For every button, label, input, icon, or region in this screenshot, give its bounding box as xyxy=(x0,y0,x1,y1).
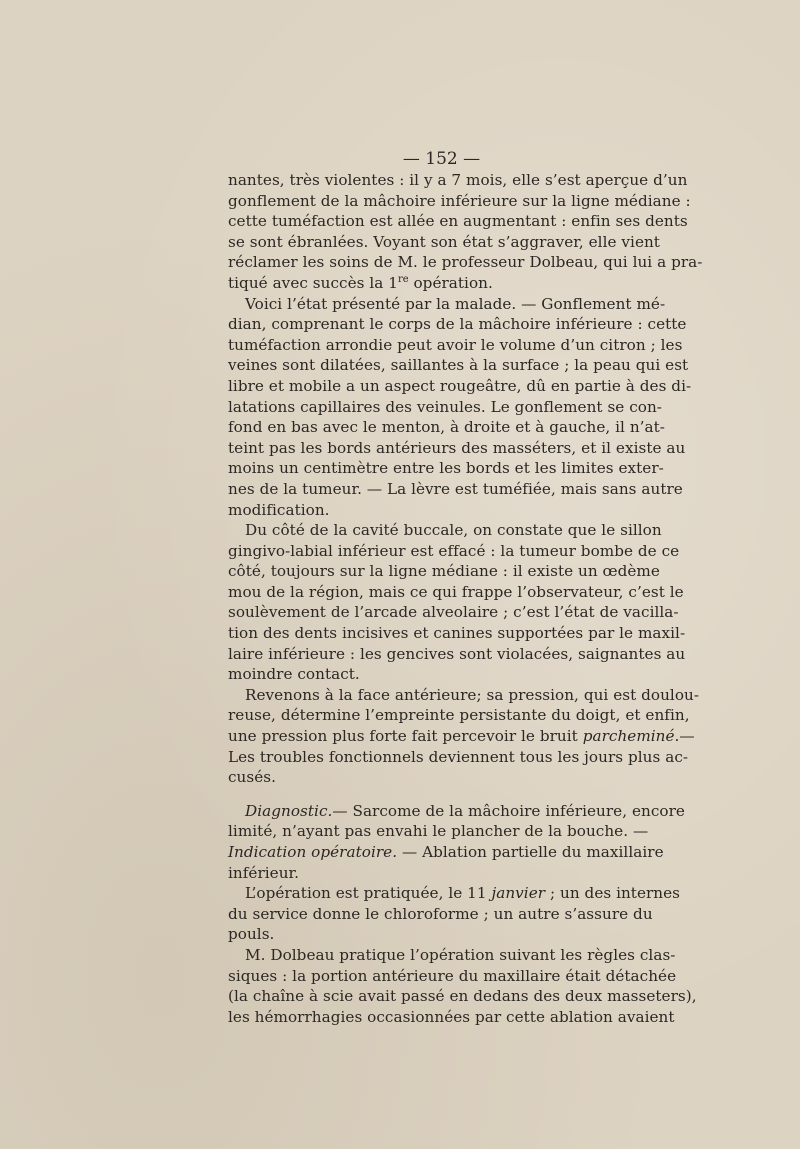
text-line: inférieur. xyxy=(228,863,300,882)
text-line: tiqué avec succès la 1re opération. xyxy=(228,273,493,292)
body-text xyxy=(228,170,703,1027)
text-line: nes de la tumeur. — La lèvre est tuméfiée, mais sans autre xyxy=(228,479,683,498)
text-line: Voici l’état présenté par la malade. — Gonflement mé- xyxy=(245,294,666,313)
text-line: M. Dolbeau pratique l’opération suivant les règles clas- xyxy=(245,945,676,964)
text-line: Diagnostic.— Sarcome de la mâchoire inférieure, encore xyxy=(245,801,685,820)
text-line: latations capillaires des veinules. Le gonflement se con- xyxy=(228,397,662,416)
text-line: Les troubles fonctionnels deviennent tous les jours plus ac- xyxy=(228,747,689,766)
page-number: — 152 — xyxy=(402,149,481,169)
text-line: veines sont dilatées, saillantes à la surface ; la peau qui est xyxy=(228,356,689,375)
text-line: cette tuméfaction est allée en augmentant : enfin ses dents xyxy=(228,212,688,231)
text-line: se sont ébranlées. Voyant son état s’aggraver, elle vient xyxy=(228,232,660,251)
text-line: laire inférieure : les gencives sont violacées, saignantes au xyxy=(228,644,686,663)
text-line: dian, comprenant le corps de la mâchoire inférieure : cette xyxy=(228,315,687,334)
text-line: reuse, détermine l’empreinte persistante du doigt, et enfin, xyxy=(228,706,690,725)
text-line: réclamer les soins de M. le professeur Dolbeau, qui lui a pra- xyxy=(228,253,703,272)
text-line: gingivo-labial inférieur est effacé : la tumeur bombe de ce xyxy=(228,541,680,560)
text-line: tuméfaction arrondie peut avoir le volume d’un citron ; les xyxy=(228,335,683,354)
text-line: nantes, très violentes : il y a 7 mois, elle s’est aperçue d’un xyxy=(228,171,688,189)
text-line: moindre contact. xyxy=(228,665,360,684)
text-line: (la chaîne à scie avait passé en dedans des deux masseters), xyxy=(228,987,697,1006)
text-line: fond en bas avec le menton, à droite et à gauche, il n’at- xyxy=(228,418,665,437)
text-line: L’opération est pratiquée, le 11 janvier ; un des internes xyxy=(245,884,681,903)
text-line: mou de la région, mais ce qui frappe l’observateur, c’est le xyxy=(228,582,684,601)
text-block xyxy=(228,149,703,1027)
text-line: Revenons à la face antérieure; sa pression, qui est doulou- xyxy=(245,685,700,704)
text-line: teint pas les bords antérieurs des masséters, et il existe au xyxy=(228,438,686,457)
text-line: siques : la portion antérieure du maxillaire était détachée xyxy=(228,966,677,985)
text-line: cusés. xyxy=(228,768,276,787)
text-line: côté, toujours sur la ligne médiane : il existe un œdème xyxy=(228,562,660,581)
text-line: Indication opératoire. — Ablation partielle du maxillaire xyxy=(228,843,664,861)
text-line: pouls. xyxy=(228,925,275,944)
text-line: les hémorrhagies occasionnées par cette ablation avaient xyxy=(228,1007,675,1026)
text-line: une pression plus forte fait percevoir le bruit parcheminé.— xyxy=(228,727,695,746)
text-line: gonflement de la mâchoire inférieure sur la ligne médiane : xyxy=(228,191,691,210)
text-line: tion des dents incisives et canines supportées par le maxil- xyxy=(228,624,686,643)
text-line: Du côté de la cavité buccale, on constate que le sillon xyxy=(245,521,662,540)
text-line: modification. xyxy=(228,500,330,519)
text-line: soulèvement de l’arcade alveolaire ; c’est l’état de vacilla- xyxy=(228,603,679,622)
text-line: du service donne le chloroforme ; un autre s’assure du xyxy=(228,904,653,923)
paragraph-gap xyxy=(228,788,655,801)
text-line: moins un centimètre entre les bords et les limites exter- xyxy=(228,459,664,478)
text-line: limité, n’ayant pas envahi le plancher de la bouche. — xyxy=(228,822,649,841)
text-line: libre et mobile a un aspect rougeâtre, dû en partie à des di- xyxy=(228,376,692,395)
